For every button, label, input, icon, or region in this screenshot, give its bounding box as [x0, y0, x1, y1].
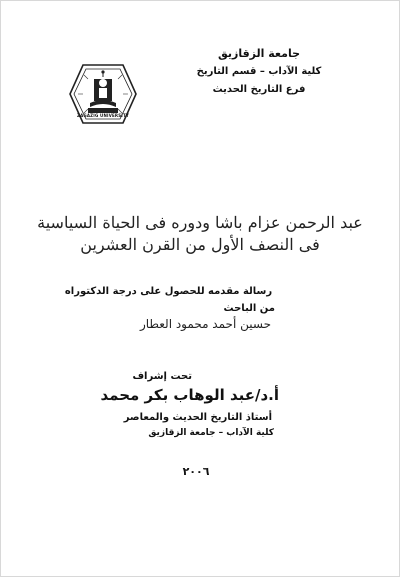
institution-header: [179, 45, 339, 99]
thesis-description: رسالة مقدمه للحصول على درجة الدكتوراه: [64, 286, 273, 297]
submission-year: ٢٠٠٦: [182, 465, 210, 478]
supervisor-position: أستاذ التاريخ الحديث والمعاصر: [123, 412, 272, 423]
supervision-label: تحت إشراف: [132, 371, 192, 382]
supervisor-name: أ.د/عبد الوهاب بكر محمد: [100, 386, 279, 404]
researcher-label: من الباحث: [223, 303, 275, 314]
researcher-name: حسين أحمد محمود العطار: [139, 317, 271, 331]
dissertation-title: [1, 212, 399, 256]
seal-caption: ZAGAZIG UNIVERSITY: [76, 113, 130, 118]
faculty-department: كلية الآداب – قسم التاريخ: [196, 66, 322, 77]
university-name: جامعة الزقازيق: [217, 47, 301, 60]
title-line-1: عبد الرحمن عزام باشا ودوره فى الحياة السياسية: [37, 213, 363, 232]
title-line-2: فى النصف الأول من القرن العشرين: [80, 235, 320, 254]
supervisor-affiliation: كلية الآداب – جامعة الزقازيق: [148, 428, 274, 438]
department-branch: فرع التاريخ الحديث: [212, 84, 306, 95]
